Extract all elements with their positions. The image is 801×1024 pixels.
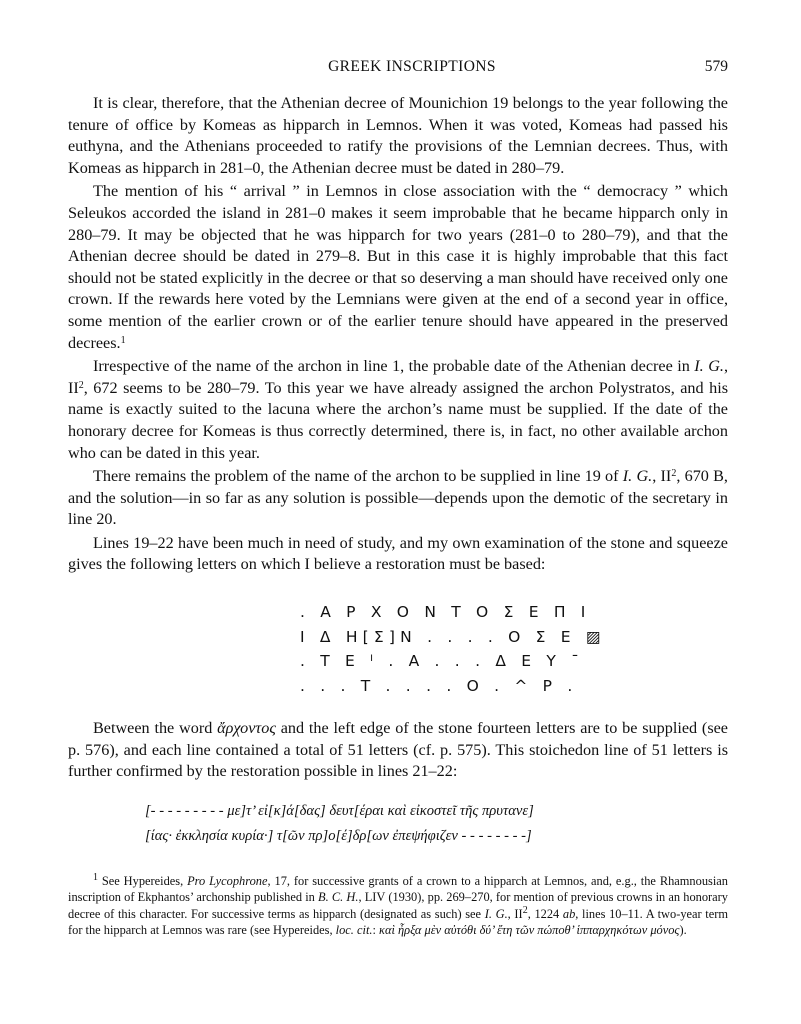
footnote-italic: Pro Lycophrone [187, 874, 268, 888]
footnote-text: , LIV (1930), pp. 269–270, for mention of previous crowns in an honorary decree of this character. For successive terms as hipparch (designated as such) see [68, 890, 729, 921]
footnotes [68, 873, 728, 938]
footnote-text: , II [507, 906, 523, 921]
restoration-line: [- - - - - - - - - με]τ’ εἰ[κ]ά[δας] δευτ[έραι καὶ εἰκοστεῖ τῆς πρυτανε] [145, 802, 534, 819]
paragraph-2 [68, 181, 728, 354]
paragraph-4-text-a: There remains the problem of the name of the archon to be supplied in line 19 of [93, 467, 623, 486]
running-title: GREEK INSCRIPTIONS [328, 58, 496, 75]
paragraph-6-text-b: and the left edge of the stone fourteen letters are to be supplied (see p. 576), and each line contained a total of 51 letters (cf. p. 575). This stoichedon line of 51 letters is further confirmed by the restoration possible in lines 21–22: [68, 719, 728, 781]
citation-ig: I. G. [694, 357, 724, 376]
edition-superscript: 2 [671, 468, 677, 480]
footnote-1 [68, 873, 728, 938]
footnote-superscript: 2 [522, 904, 528, 916]
paragraph-3-text-c: , 672 seems to be 280–79. To this year we have already assigned the archon Polystratos, and his name is exactly suited to the lacuna where the archon’s name must be supplied. If the date of the honorary decree for Komeas is thus correctly determined, there is, in fact, no other available archon who can be dated in this year. [68, 378, 728, 462]
running-header [96, 58, 728, 80]
letter-line: Ι Δ Η[Σ]Ν . . . . Ο Σ Ε ▨ [300, 627, 606, 646]
letter-line: . Α Ρ Χ Ο Ν Τ Ο Σ Ε Π Ι [300, 603, 591, 622]
restoration-text [145, 799, 728, 849]
edition-superscript: 2 [78, 379, 84, 391]
paragraph-3 [68, 356, 728, 464]
footnote-italic: loc. cit. [335, 922, 373, 937]
paragraph-6-text-a: Between the word [93, 719, 218, 738]
letter-line: . . . Τ . . . . Ο . ^ Ρ . [300, 676, 578, 695]
greek-word: ἄρχοντος [217, 719, 276, 738]
main-text [68, 93, 728, 849]
paragraph-3-text-a: Irrespective of the name of the archon in line 1, the probable date of the Athenian decree in [93, 357, 695, 376]
restoration-line: [ίας· ἐκκλησία κυρία·] τ[ῶν πρ]ο[έ]δρ[ων ἐπεψήφιζεν - - - - - - - -] [145, 827, 532, 844]
footnote-italic: ab [562, 906, 576, 921]
paragraph-3-text-b: , II [68, 357, 728, 397]
paragraph-2-text: The mention of his “ arrival ” in Lemnos in close association with the “ democracy ” which Seleukos accorded the island in 281–0 makes it seem improbable that he became hipparch only in 280–79. It may be objected that he was hipparch for two years (281–0 to 280–79), and that the Athenian decree should be dated in 279–8. But in this case it is highly improbable that this fact should not be stated explicitly in the decree or that so deserving a man should have received only one crown. If the rewards here voted by the Lemnians were given at the end of a second year in office, some mention of the earlier crown or of the earlier tenure should have appeared in the preserved decrees. [68, 182, 728, 352]
paragraph-4-text-b: , II [652, 467, 672, 486]
footnote-greek-quote: καὶ ἦρξα μὲν αὐτόθι δύ’ ἔτη τῶν πώποθ’ ἱππαρχηκότων μόνος [379, 922, 680, 937]
footnote-italic: B. C. H. [318, 890, 359, 905]
page-number: 579 [704, 58, 728, 75]
inscription-letters [300, 600, 728, 698]
paragraph-6 [68, 718, 728, 783]
footnote-mark: 1 [93, 872, 98, 883]
footnote-text: , 1224 [527, 906, 563, 921]
footnote-reference[interactable]: 1 [120, 334, 126, 346]
citation-ig: I. G. [622, 467, 653, 486]
paragraph-1: It is clear, therefore, that the Athenian decree of Mounichion 19 belongs to the year following the tenure of office by Komeas as hipparch in Lemnos. When it was voted, Komeas had passed his euthyna, and the Athenians proceeded to ratify the provisions of the Lemnian decrees. Thus, with Komeas as hipparch in 281–0, the Athenian decree must be dated in 280–79. [68, 94, 728, 177]
footnote-text: : [372, 922, 380, 937]
footnote-italic: I. G. [484, 906, 508, 921]
paragraph-4-text-c: , 670 B, and the solution—in so far as any solution is possible—depends upon the demotic of the secretary in line 20. [68, 467, 728, 529]
footnote-text: See Hypereides, [98, 874, 188, 888]
paragraph-4 [68, 466, 728, 531]
footnote-text: , lines 10–11. A two-year term for the hipparch at Lemnos was rare (see Hypereides, [68, 906, 729, 937]
footnote-text: ). [679, 922, 687, 937]
paragraph-5: Lines 19–22 have been much in need of study, and my own examination of the stone and squeeze gives the following letters on which I believe a restoration must be based: [68, 533, 728, 574]
letter-line: . Τ Ε ᴵ . Α . . . Δ Ε Υ ˉ [300, 652, 585, 671]
footnote-text: , 17, for successive grants of a crown to a hipparch at Lemnos, and, e.g., the Rhamnousian inscription of Ekphantos’ archonship published in [68, 874, 728, 905]
